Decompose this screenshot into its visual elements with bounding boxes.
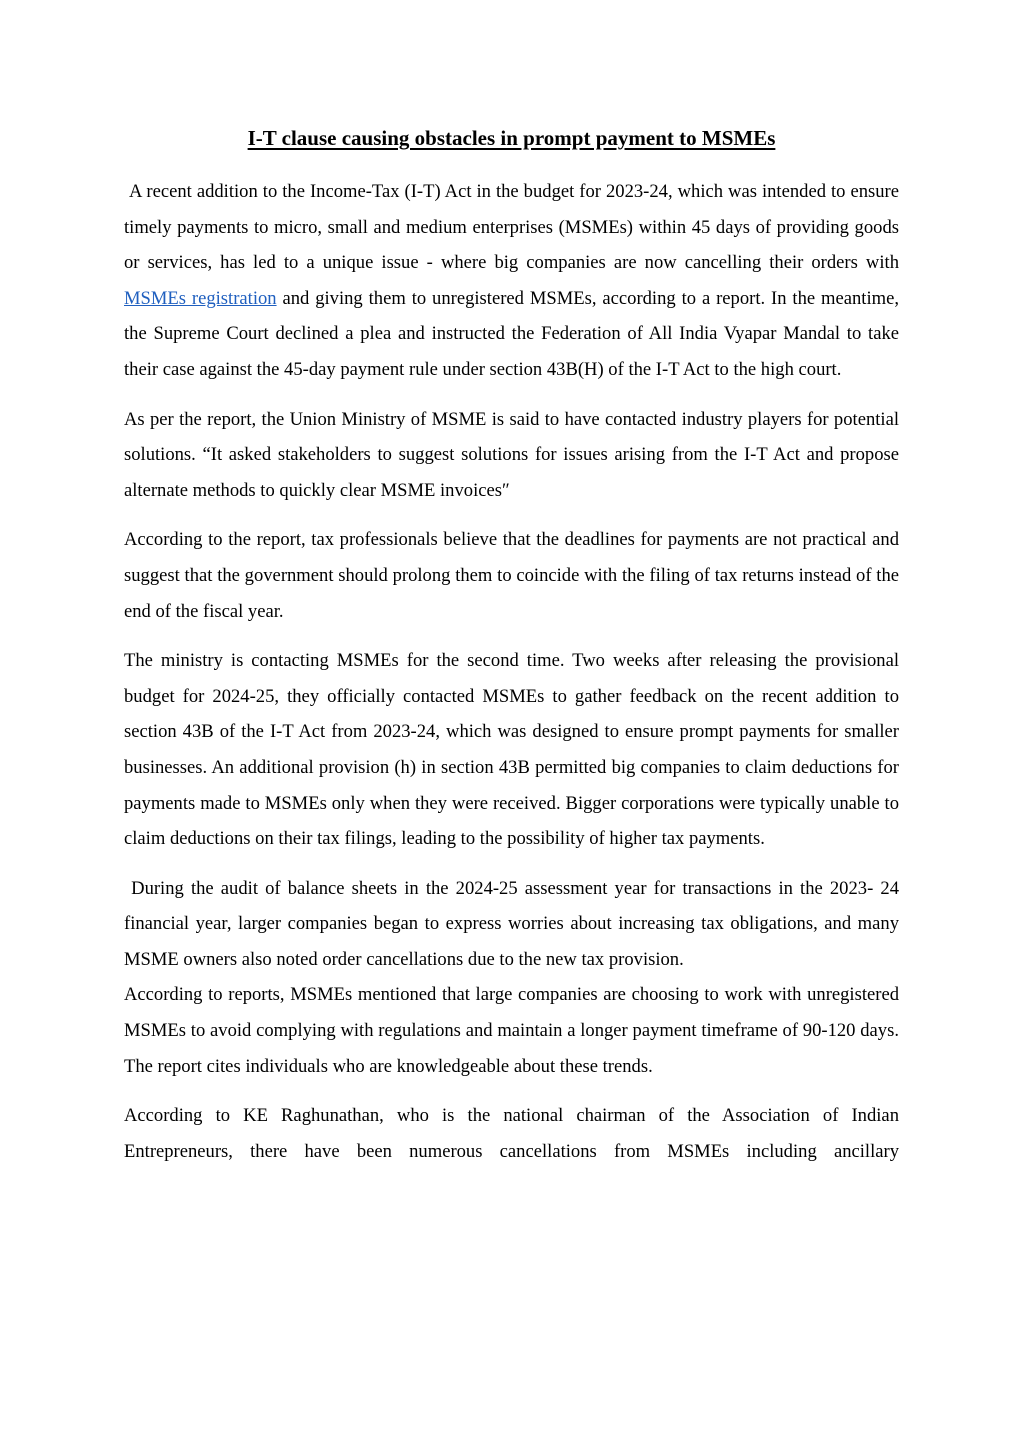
paragraph-unregistered: According to reports, MSMEs mentioned that large companies are choosing to work with unregistered MSMEs to avoid complying with regulations and maintain a longer payment timeframe of 90-120 days. The report cites individuals who are knowledgeable about these trends. [124, 984, 899, 1077]
paragraph-raghunathan: According to KE Raghunathan, who is the national chairman of the Association of Indian Entrepreneurs, there have been numerous cancellations from MSMEs including ancillary [124, 1105, 899, 1162]
paragraph-ministry-contact: The ministry is contacting MSMEs for the second time. Two weeks after releasing the provisional budget for 2024-25, they officially contacted MSMEs to gather feedback on the recent addition to section 43B of the I-T Act from 2023-24, which was designed to ensure prompt payments for smaller businesses. An additional provision (h) in section 43B permitted big companies to claim deductions for payments made to MSMEs only when they were received. Bigger corporations were typically unable to claim deductions on their tax filings, leading to the possibility of higher tax payments. [124, 650, 899, 850]
document-page [124, 122, 904, 1183]
document-title: I-T clause causing obstacles in prompt payment to MSMEs [247, 126, 776, 150]
paragraph-audit: During the audit of balance sheets in the 2024-25 assessment year for transactions in the 2023- 24 financial year, larger companies began to express worries about increasing tax obligations, and many MSME owners also noted order cancellations due to the new tax provision. [124, 877, 904, 970]
msmes-registration-link[interactable]: MSMEs registration [124, 287, 277, 309]
paragraph-tax-professionals: According to the report, tax professionals believe that the deadlines for payments are not practical and suggest that the government should prolong them to coincide with the filing of tax returns instead of the end of the fiscal year. [124, 529, 899, 622]
paragraph-intro-after: and giving them to unregistered MSMEs, according to a report. In the meantime, the Supreme Court declined a plea and instructed the Federation of All India Vyapar Mandal to take their case against the 45-day payment rule under section 43B(H) of the I-T Act to the high court. [124, 287, 904, 380]
paragraph-intro [124, 174, 904, 388]
paragraph-ministry-report: As per the report, the Union Ministry of MSME is said to have contacted industry players for potential solutions. “It asked stakeholders to suggest solutions for issues arising from the I-T Act and propose alternate methods to quickly clear MSME invoices″ [124, 408, 899, 501]
paragraph-intro-before: A recent addition to the Income-Tax (I-T) Act in the budget for 2023-24, which was intended to ensure timely payments to micro, small and medium enterprises (MSMEs) within 45 days of providing goods or services, has led to a unique issue - where big companies are now cancelling their orders with [124, 181, 904, 274]
